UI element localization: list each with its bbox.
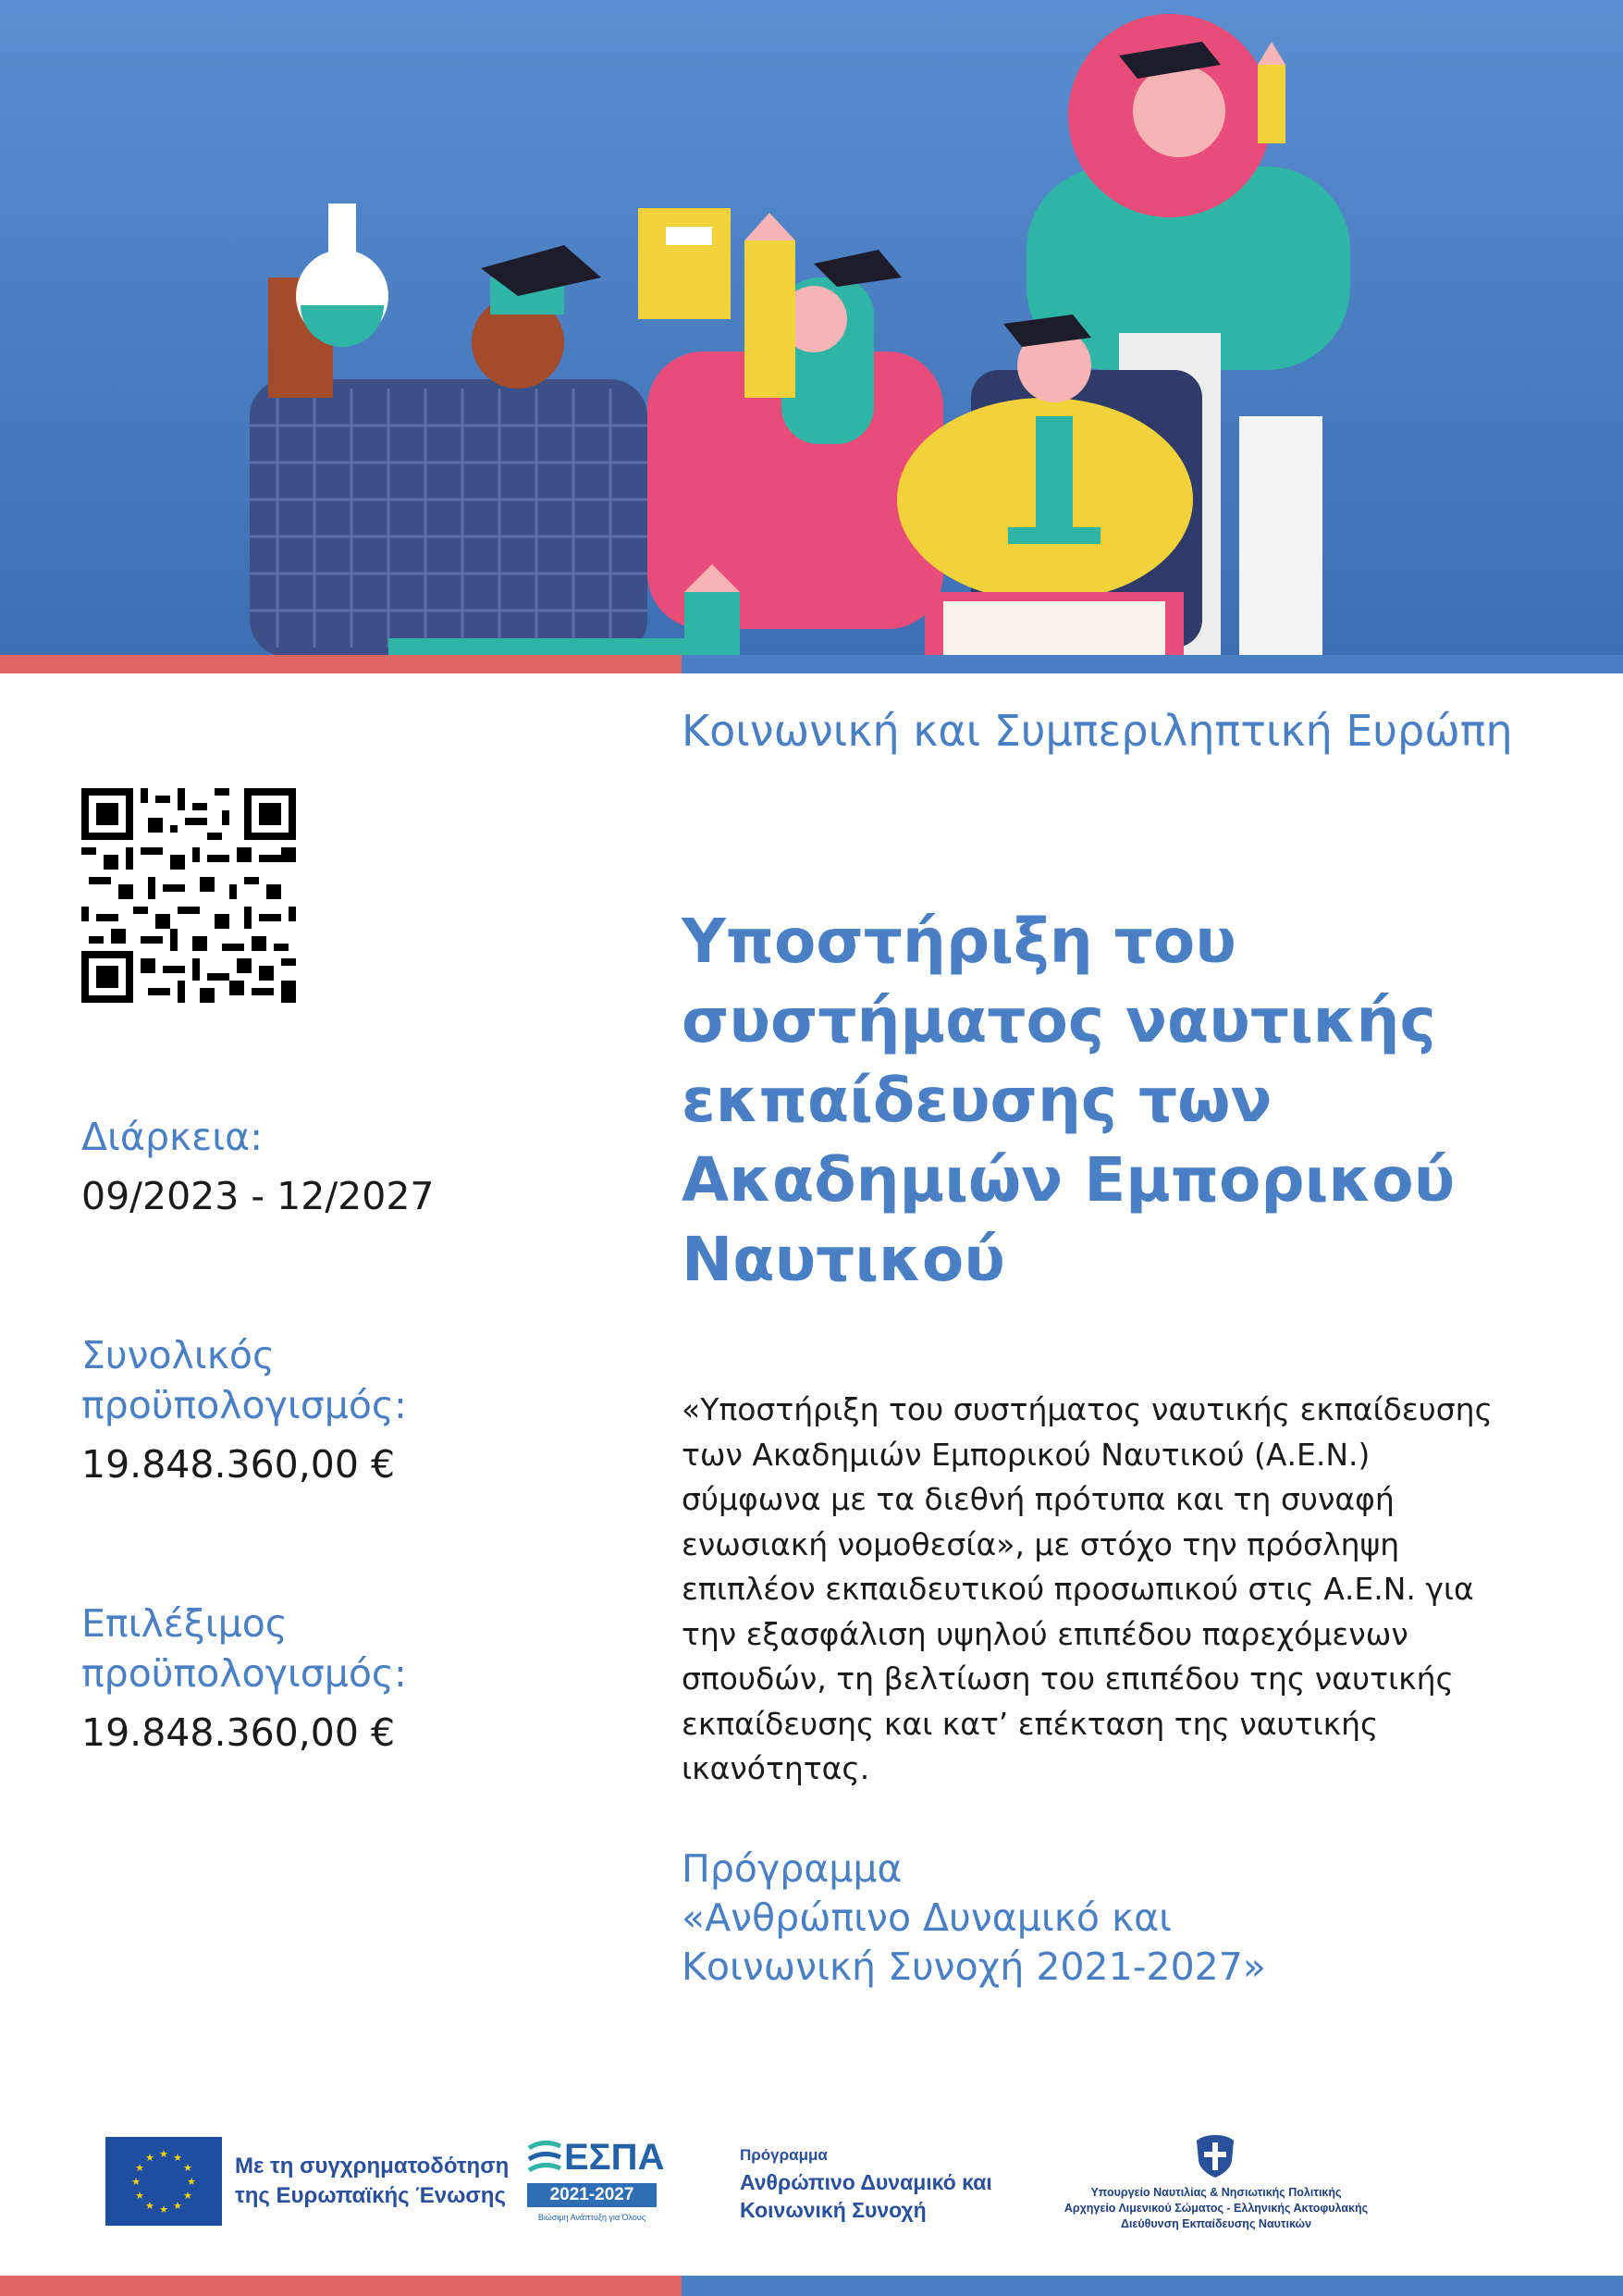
svg-text:★: ★ [183,2162,192,2174]
title-line: Ακαδημιών Εμπορικού [682,1144,1456,1216]
svg-text:★: ★ [159,2203,168,2216]
pencil-icon-2 [744,241,795,398]
svg-text:★: ★ [135,2162,144,2174]
description-line: «Υποστήριξη του συστήματος ναυτικής εκπαίδευσης [682,1391,1493,1427]
pencil-icon [1258,65,1285,143]
figure-teal-face [1133,65,1225,157]
page-title [682,902,1560,1300]
duration-label: Διάρκεια: [81,1115,264,1159]
qr-code[interactable] [81,788,296,1003]
description-line: των Ακαδημιών Εμπορικού Ναυτικού (Α.Ε.Ν.) [682,1436,1371,1473]
description-line: επιπλέον εκπαιδευτικού προσωπικού στις Α.Ε.Ν. για [682,1571,1474,1607]
eu-line: Με τη συγχρηματοδότηση [235,2154,510,2179]
description-line: σύμφωνα με τα διεθνή πρότυπα και τη συναφή [682,1481,1395,1517]
program-logo-line: Κοινωνική Συνοχή [740,2198,927,2222]
svg-text:★: ★ [131,2176,141,2188]
book-icon [638,208,731,319]
program-logo-name [740,2168,992,2224]
svg-text:★: ★ [173,2152,182,2164]
eu-cofunding-text [235,2152,509,2211]
espa-logo [527,2137,665,2231]
paper-stack-2 [1239,416,1322,655]
program-line: Κοινωνική Συνοχή 2021-2027» [682,1944,1266,1989]
greek-emblem-icon [1193,2133,1237,2179]
total-budget-label-1: Συνολικός [81,1333,276,1377]
microscope-icon [1036,416,1073,537]
title-line: εκπαίδευσης των [682,1065,1273,1136]
eligible-budget-label-2: προϋπολογισμός: [81,1651,407,1696]
svg-text:★: ★ [183,2190,192,2202]
eu-line: της Ευρωπαϊκής Ένωσης [235,2183,506,2208]
description-line: εκπαίδευσης και κατ’ επέκταση της ναυτικής [682,1705,1379,1742]
ministry-line: Υπουργείο Ναυτιλίας & Νησιωτικής Πολιτικής [1090,2186,1342,2199]
description-line: την εξασφάλιση υψηλού επιπέδου παρεχόμενων [682,1615,1408,1652]
title-line: Υποστήριξη του [682,906,1236,977]
program-logo-line: Ανθρώπινο Δυναμικό και [740,2170,992,2194]
espa-swoosh-icon [527,2139,564,2179]
description-line: ικανότητας. [682,1750,870,1786]
description-line: σπουδών, τη βελτίωση του επιπέδου της ναυτικής [682,1660,1454,1697]
total-budget-value: 19.848.360,00 € [81,1442,396,1487]
eu-flag-icon [105,2137,222,2226]
eligible-budget-label-1: Επιλέξιμος [81,1601,288,1646]
svg-text:★: ★ [135,2190,144,2202]
education-illustration [0,0,1623,655]
hero-illustration [0,0,1623,655]
svg-text:★: ★ [187,2176,196,2188]
description [682,1388,1495,1792]
duration-value: 09/2023 - 12/2027 [81,1174,435,1218]
top-divider-stripe [0,655,1623,673]
total-budget-label-2: προϋπολογισμός: [81,1383,407,1427]
bottom-divider-stripe [0,2276,1623,2296]
footer-logos [0,2128,1623,2239]
description-line: ενωσιακή νομοθεσία», με στόχο την πρόσληψη [682,1525,1400,1562]
title-line: Ναυτικού [682,1224,1005,1295]
svg-text:★: ★ [145,2152,154,2164]
espa-tagline: Βιώσιμη Ανάπτυξη για Όλους [537,2213,646,2222]
ministry-text [1017,2185,1415,2232]
figure-plaid-body [250,379,647,655]
kicker-heading: Κοινωνική και Συμπεριληπτική Ευρώπη [682,706,1513,756]
program-line: Πρόγραμμα [682,1846,903,1891]
eligible-budget-value: 19.848.360,00 € [81,1710,396,1755]
svg-text:★: ★ [173,2200,182,2212]
program-logo-label: Πρόγραμμα [740,2146,828,2164]
ministry-line: Διεύθυνση Εκπαίδευσης Ναυτικών [1120,2217,1312,2230]
program-line: «Ανθρώπινο Δυναμικό και [682,1895,1173,1940]
ministry-line: Αρχηγείο Λιμενικού Σώματος - Ελληνικής Ακτοφυλακής [1064,2202,1369,2215]
title-line: συστήματος ναυτικής [682,985,1436,1056]
espa-title: ΕΣΠΑ [564,2137,665,2178]
program-name [682,1845,1514,1992]
espa-years: 2021-2027 [527,2183,657,2207]
svg-text:★: ★ [159,2148,168,2160]
svg-text:★: ★ [145,2200,154,2212]
